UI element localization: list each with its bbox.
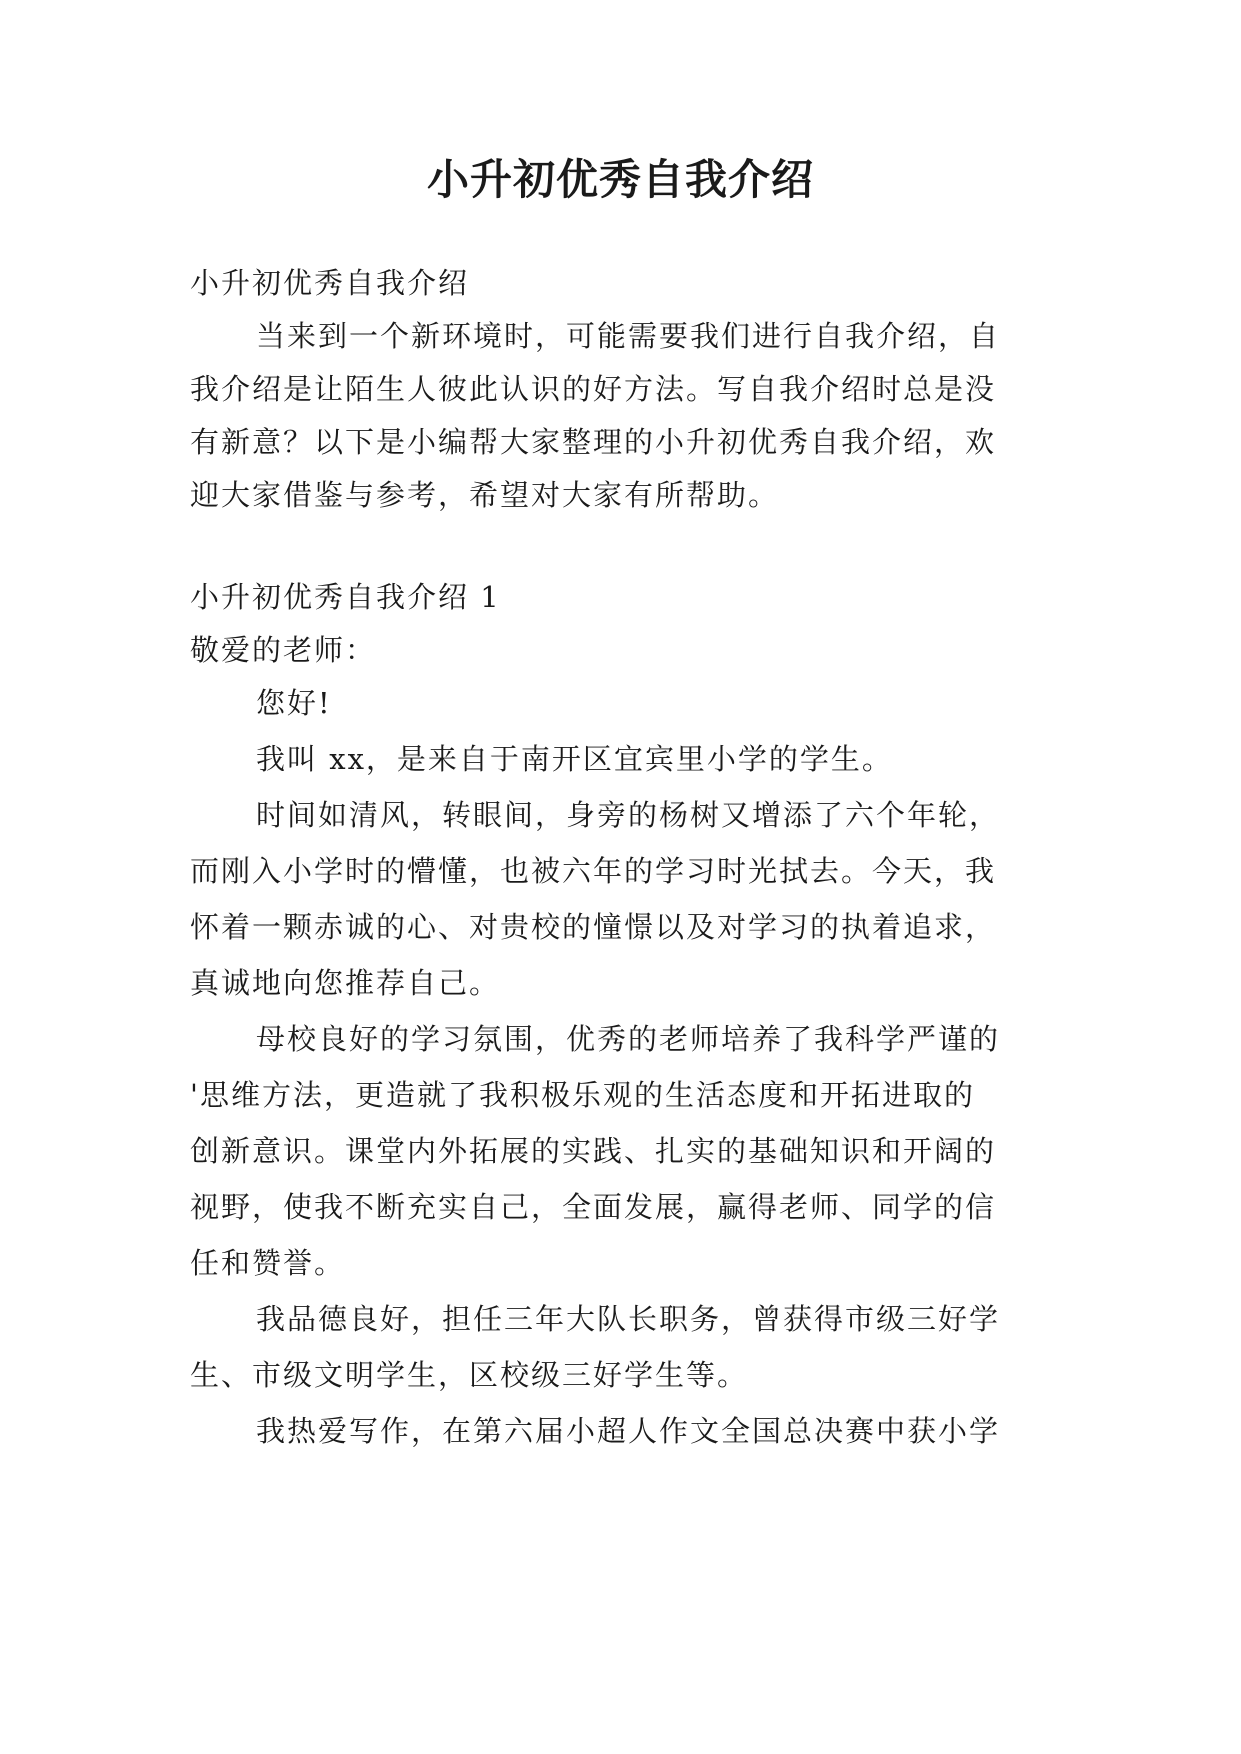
name-line: 我叫 xx，是来自于南开区宜宾里小学的学生。 — [256, 742, 893, 776]
para1-line: 时间如清风，转眼间，身旁的杨树又增添了六个年轮， — [256, 798, 1001, 832]
para1-line: 怀着一颗赤诚的心、对贵校的憧憬以及对学习的执着追求， — [190, 910, 997, 944]
document-title: 小升初优秀自我介绍 — [426, 155, 814, 204]
para1-line: 而刚入小学时的懵懂，也被六年的学习时光拭去。今天，我 — [190, 854, 997, 888]
section-title: 小升初优秀自我介绍 1 — [190, 580, 501, 614]
intro-line: 我介绍是让陌生人彼此认识的好方法。写自我介绍时总是没 — [190, 372, 997, 406]
para2-line: '思维方法，更造就了我积极乐观的生活态度和开拓进取的 — [190, 1078, 975, 1112]
salutation: 敬爱的老师： — [190, 633, 377, 667]
para2-line: 任和赞誉。 — [190, 1246, 346, 1280]
intro-line: 迎大家借鉴与参考，希望对大家有所帮助。 — [190, 478, 780, 512]
greeting: 您好! — [256, 686, 332, 720]
document-heading: 小升初优秀自我介绍 — [190, 266, 470, 300]
para3-line: 生、市级文明学生，区校级三好学生等。 — [190, 1358, 749, 1392]
para4-line: 我热爱写作，在第六届小超人作文全国总决赛中获小学 — [256, 1414, 1001, 1448]
para2-line: 母校良好的学习氛围，优秀的老师培养了我科学严谨的 — [256, 1022, 1001, 1056]
para2-line: 创新意识。课堂内外拓展的实践、扎实的基础知识和开阔的 — [190, 1134, 997, 1168]
para1-line: 真诚地向您推荐自己。 — [190, 966, 501, 1000]
para2-line: 视野，使我不断充实自己，全面发展，赢得老师、同学的信 — [190, 1190, 997, 1224]
intro-line: 有新意？以下是小编帮大家整理的小升初优秀自我介绍，欢 — [190, 425, 997, 459]
intro-line: 当来到一个新环境时，可能需要我们进行自我介绍，自 — [256, 319, 1001, 353]
para3-line: 我品德良好，担任三年大队长职务，曾获得市级三好学 — [256, 1302, 1001, 1336]
